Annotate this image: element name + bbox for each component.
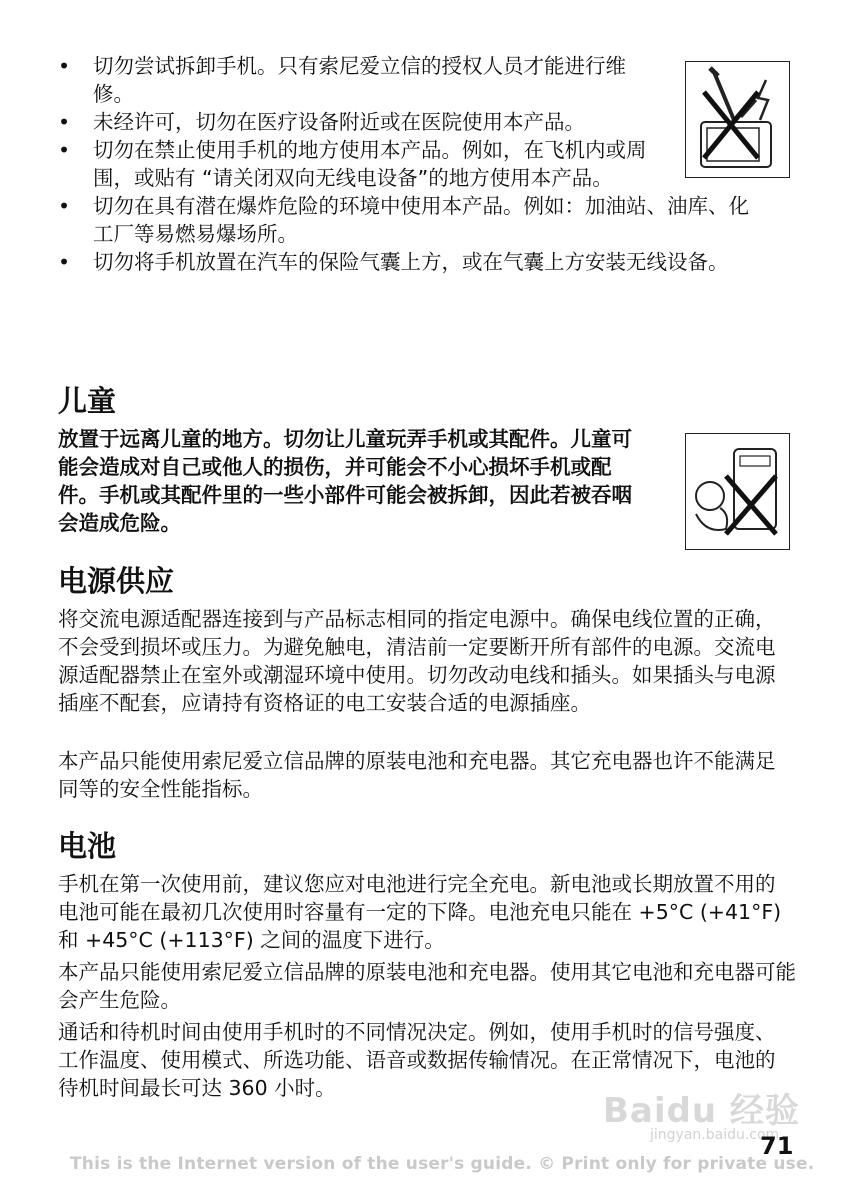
- watermark-logo: Baidu 经验: [603, 1091, 800, 1131]
- bullet-dot: •: [58, 138, 71, 162]
- list-item: • 切勿尝试拆卸手机。只有索尼爱立信的授权人员才能进行维修。: [58, 54, 626, 106]
- bullet-dot: •: [58, 54, 71, 78]
- no-disassembly-icon: [685, 61, 790, 178]
- child-warning-graphic: [686, 434, 789, 549]
- battery-paragraph-3: 通话和待机时间由使用手机时的不同情况决定。例如，使用手机时的信号强度、工作温度、使用模式、所选功能、语音或数据传输情况。在正常情况下，电池的待机时间最长可达 360 小时。: [58, 1020, 776, 1100]
- children-warning-text: 放置于远离儿童的地方。切勿让儿童玩弄手机或其配件。儿童可能会造成对自己或他人的损伤，并可能会不小心损坏手机或配件。手机或其配件里的一些小部件可能会被拆卸，因此若被吞咽会造成危险。: [58, 427, 632, 535]
- section-heading-power: 电源供应: [58, 564, 175, 598]
- child-warning-icon: [685, 433, 790, 550]
- section-heading-children: 儿童: [58, 384, 117, 418]
- power-paragraph-2: 本产品只能使用索尼爱立信品牌的原装电池和充电器。其它充电器也许不能满足同等的安全性能指标。: [58, 749, 776, 801]
- power-paragraph-1: 将交流电源适配器连接到与产品标志相同的指定电源中。确保电线位置的正确，不会受到损坏或压力。为避免触电，清洁前一定要断开所有部件的电源。交流电源适配器禁止在室外或潮湿环境中使用。切勿改动电线和插头。如果插头与电源插座不配套，应请持有资格证的电工安装合适的电源插座。: [58, 607, 776, 715]
- safety-bullet-list: [58, 52, 778, 276]
- footer-notice: This is the Internet version of the user's guide. © Print only for private use.: [70, 1154, 815, 1174]
- battery-paragraph-2: 本产品只能使用索尼爱立信品牌的原装电池和充电器。使用其它电池和充电器可能会产生危险。: [58, 960, 796, 1012]
- bullet-dot: •: [58, 110, 71, 134]
- bullet-dot: •: [58, 250, 71, 274]
- page-number: 71: [760, 1132, 794, 1160]
- watermark-url: jingyan.baidu.com: [650, 1127, 780, 1143]
- list-item: • 切勿在禁止使用手机的地方使用本产品。例如，在飞机内或周围，或贴有 “请关闭双向无线电设备”的地方使用本产品。: [58, 138, 647, 190]
- section-heading-battery: 电池: [58, 829, 117, 863]
- list-item: • 切勿将手机放置在汽车的保险气囊上方，或在气囊上方安装无线设备。: [58, 250, 729, 274]
- list-item: • 切勿在具有潜在爆炸危险的环境中使用本产品。例如：加油站、油库、化工厂等易燃易爆场所。: [58, 194, 749, 246]
- battery-paragraph-1: 手机在第一次使用前，建议您应对电池进行完全充电。新电池或长期放置不用的电池可能在最初几次使用时容量有一定的下降。电池充电只能在 +5°C (+41°F) 和 +45°C (+113°F) 之间的温度下进行。: [58, 872, 782, 952]
- no-disassembly-graphic: [686, 62, 789, 177]
- bullet-dot: •: [58, 194, 71, 218]
- list-item: • 未经许可，切勿在医疗设备附近或在医院使用本产品。: [58, 110, 585, 134]
